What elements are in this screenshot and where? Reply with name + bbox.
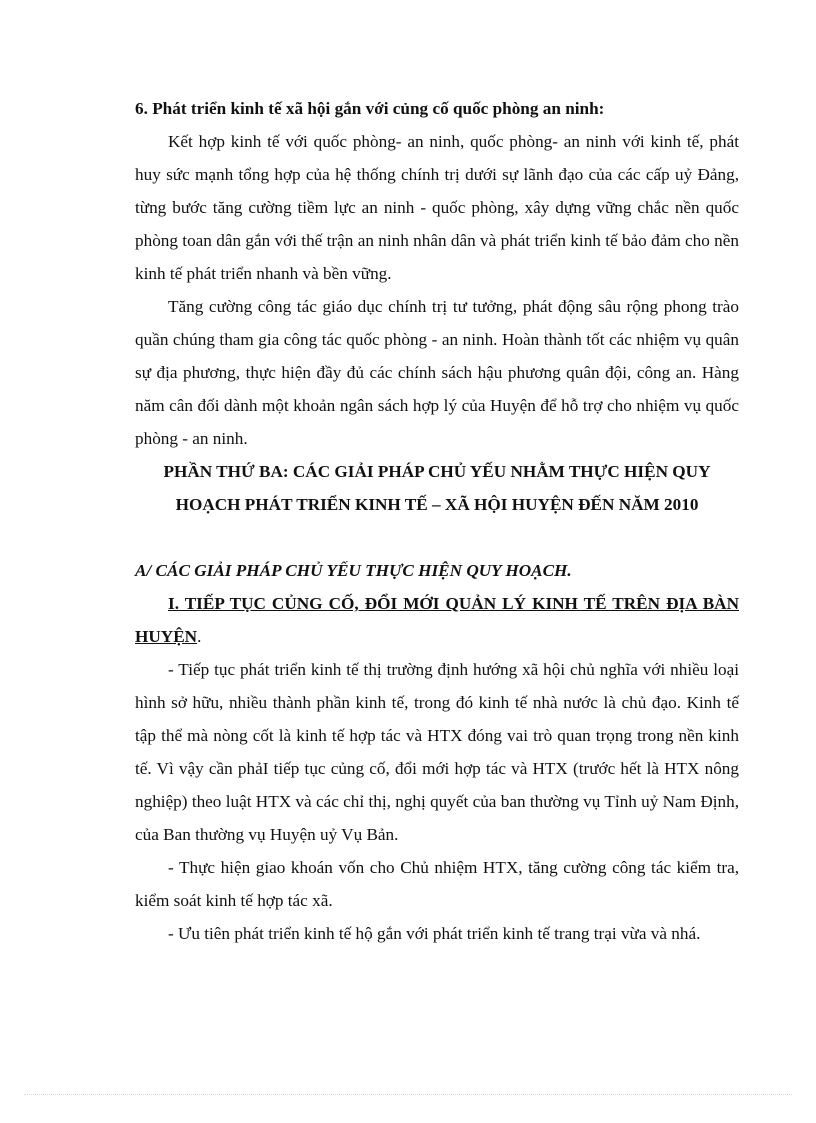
- bullet-2: - Thực hiện giao khoán vốn cho Chủ nhiệm HTX, tăng cường công tác kiểm tra, kiểm soát kinh tế hợp tác xã.: [135, 858, 739, 910]
- subheading-1-title: I. TIẾP TỤC CỦNG CỐ, ĐỔI MỚI QUẢN LÝ KINH TẾ TRÊN ĐỊA BÀN HUYỆN: [135, 594, 739, 646]
- footer-divider: [24, 1094, 792, 1095]
- section-6-heading: 6. Phát triển kinh tế xã hội gắn với củng cố quốc phòng an ninh:: [135, 99, 605, 118]
- part-3-title-line-1: PHẦN THỨ BA: CÁC GIẢI PHÁP CHỦ YẾU NHẰM THỰC HIỆN QUY: [163, 462, 711, 481]
- section-a-heading: A/ CÁC GIẢI PHÁP CHỦ YẾU THỰC HIỆN QUY HOẠCH.: [135, 561, 572, 580]
- bullet-1: - Tiếp tục phát triển kinh tế thị trường định hướng xã hội chủ nghĩa với nhiều loại hình sở hữu, nhiều thành phần kinh tế, trong đó kinh tế nhà nước là chủ đạo. Kinh tế tập thể mà nòng cốt là kinh tế hợp tác và HTX đóng vai trò quan trọng trong nền kinh tế. Vì vậy cần phảI tiếp tục củng cố, đổi mới hợp tác và HTX (trước hết là HTX nông nghiệp) theo luật HTX và các chỉ thị, nghị quyết của ban thường vụ Tỉnh uỷ Nam Định, của Ban thường vụ Huyện uỷ Vụ Bản.: [135, 660, 739, 844]
- bullet-3: - Ưu tiên phát triển kinh tế hộ gắn với phát triển kinh tế trang trại vừa và nhá.: [168, 924, 701, 943]
- section-6-paragraph-1: Kết hợp kinh tế với quốc phòng- an ninh, quốc phòng- an ninh với kinh tế, phát huy sức mạnh tổng hợp của hệ thống chính trị dưới sự lãnh đạo của các cấp uỷ Đảng, từng bước tăng cường tiềm lực an ninh - quốc phòng, xây dựng vững chắc nền quốc phòng toan dân gắn với thế trận an ninh nhân dân và phát triển kinh tế bảo đảm cho nền kinh tế phát triển nhanh và bền vững.: [135, 132, 739, 283]
- document-body: [135, 92, 739, 950]
- section-6-paragraph-2: Tăng cường công tác giáo dục chính trị tư tưởng, phát động sâu rộng phong trào quần chúng tham gia công tác quốc phòng - an ninh. Hoàn thành tốt các nhiệm vụ quân sự địa phương, thực hiện đầy đủ các chính sách hậu phương quân đội, công an. Hàng năm cân đối dành một khoản ngân sách hợp lý của Huyện để hỗ trợ cho nhiệm vụ quốc phòng - an ninh.: [135, 297, 739, 448]
- spacer: [135, 521, 739, 554]
- subheading-1-period: .: [197, 627, 202, 646]
- part-3-title-line-2: HOẠCH PHÁT TRIỂN KINH TẾ – XÃ HỘI HUYỆN ĐẾN NĂM 2010: [175, 495, 699, 514]
- section-a-subheading-1: [135, 587, 739, 653]
